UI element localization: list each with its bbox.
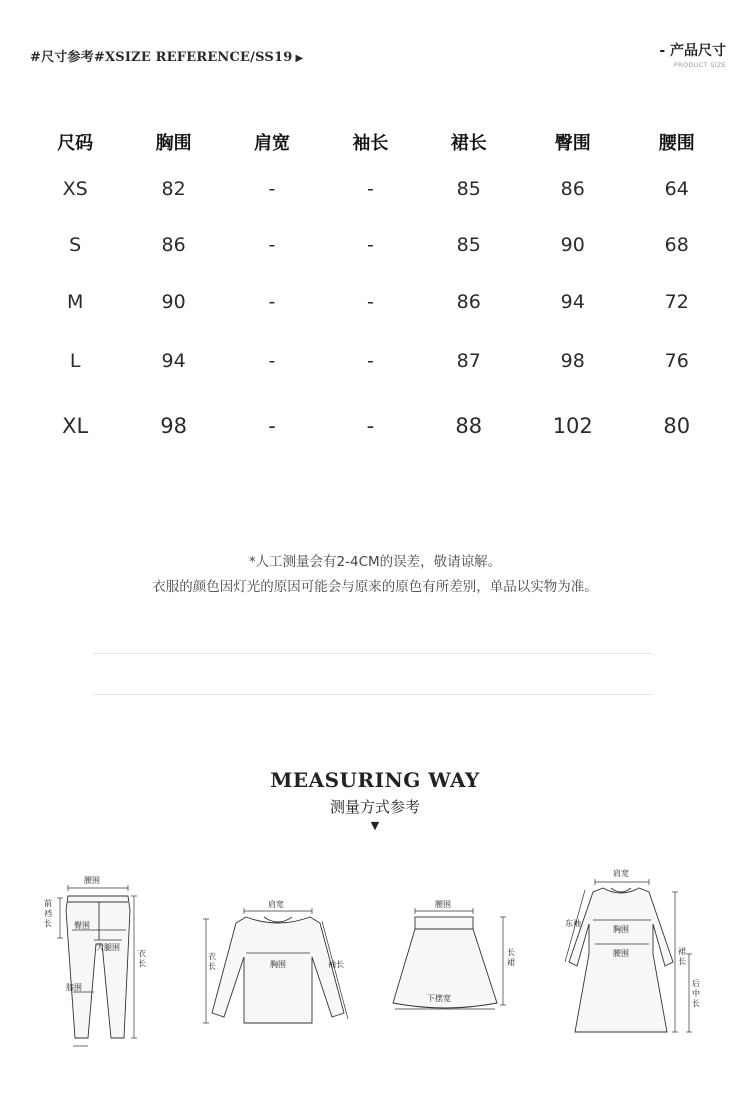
table-cell: - <box>366 291 374 313</box>
top-length-label-2: 长 <box>208 962 216 971</box>
table-cell: 88 <box>455 414 483 438</box>
hem-label: 下摆宽 <box>427 994 451 1003</box>
table-cell: 64 <box>664 178 689 200</box>
front-rise-label-1: 前 <box>44 899 52 908</box>
top-length-label-1: 衣 <box>208 952 216 961</box>
table-cell: 68 <box>664 234 689 256</box>
column-header: 臀围 <box>554 133 591 154</box>
table-cell: 87 <box>456 350 481 372</box>
front-rise-label-3: 长 <box>44 919 52 928</box>
table-cell: 85 <box>456 178 481 200</box>
table-cell: 98 <box>560 350 585 372</box>
thigh-label: 大腿围 <box>96 943 120 952</box>
table-cell: 76 <box>664 350 689 372</box>
measuring-way-title: MEASURING WAY <box>270 768 480 792</box>
table-header-row <box>26 120 726 164</box>
table-cell: 90 <box>161 291 186 313</box>
table-cell: - <box>268 350 276 372</box>
table-row <box>26 394 726 458</box>
back-length-label-3: 长 <box>692 999 700 1008</box>
column-header: 肩宽 <box>253 133 290 154</box>
table-cell: 86 <box>161 234 186 256</box>
skirt-measurement-diagram <box>385 895 525 1025</box>
size-reference-text: #尺寸参考#ⅩSIZE REFERENCE/SS19 <box>30 50 293 65</box>
table-cell: 90 <box>560 234 585 256</box>
hip-label: 臀围 <box>74 921 90 930</box>
back-length-label-2: 中 <box>692 989 700 998</box>
product-size-title: - 产品尺寸 <box>659 43 726 59</box>
table-row <box>26 328 726 394</box>
front-rise-label-2: 裆 <box>44 909 52 918</box>
skirt-length-label-1: 长 <box>507 948 515 957</box>
size-table <box>26 120 726 458</box>
table-cell: 102 <box>552 414 593 438</box>
product-size-subtitle: PRODUCT SIZE <box>673 61 726 69</box>
table-cell: XL <box>62 414 89 438</box>
table-row <box>26 164 726 214</box>
column-header: 腰围 <box>658 133 695 154</box>
table-row <box>26 214 726 276</box>
top-measurement-diagram <box>198 895 358 1035</box>
column-header: 尺码 <box>57 133 94 154</box>
table-cell: M <box>66 291 84 313</box>
dress-sleeve-label: 东袖 <box>565 919 581 928</box>
table-cell: - <box>366 234 374 256</box>
column-header: 袖长 <box>352 133 389 154</box>
table-cell: 98 <box>160 414 187 438</box>
triangle-down-icon: ▼ <box>370 819 380 832</box>
chest-label: 胸围 <box>270 960 286 969</box>
table-cell: 72 <box>664 291 689 313</box>
table-cell: 85 <box>456 234 481 256</box>
length-label-2: 长 <box>138 959 146 968</box>
dress-skirt-label-1: 裙 <box>678 947 686 956</box>
measuring-way-subtitle: 测量方式参考 <box>329 798 420 816</box>
length-label-1: 衣 <box>138 949 146 958</box>
dress-skirt-label-2: 长 <box>678 957 686 966</box>
table-cell: 80 <box>663 414 691 438</box>
table-cell: - <box>268 291 276 313</box>
table-cell: 94 <box>161 350 186 372</box>
top-illustration <box>198 895 358 1035</box>
table-cell: - <box>366 350 374 372</box>
dress-chest-label: 胸围 <box>613 925 629 934</box>
dress-measurement-diagram <box>555 862 705 1042</box>
table-cell: 86 <box>560 178 585 200</box>
column-header: 裙长 <box>450 133 487 154</box>
table-cell: - <box>366 178 374 200</box>
skirt-length-label-2: 裙 <box>507 958 515 967</box>
table-cell: 82 <box>161 178 186 200</box>
table-row <box>26 276 726 328</box>
waist-label: 腰围 <box>84 876 100 885</box>
column-header: 胸围 <box>155 133 192 154</box>
pants-measurement-diagram <box>38 870 148 1052</box>
table-cell: XS <box>62 178 88 200</box>
table-cell: - <box>268 178 276 200</box>
table-cell: - <box>268 234 276 256</box>
dress-illustration <box>555 862 705 1042</box>
dress-waist-label: 腰围 <box>613 949 629 958</box>
divider <box>94 694 652 695</box>
skirt-waist-label: 腰围 <box>435 900 451 909</box>
play-arrow-icon: ▶ <box>295 53 304 64</box>
back-length-label-1: 后 <box>692 979 700 988</box>
dress-shoulder-label: 肩宽 <box>613 869 629 878</box>
knee-label: 膝围 <box>66 983 82 992</box>
measurement-error-note: *人工测量会有2-4CM的误差，敬请谅解。 <box>248 554 502 570</box>
color-difference-note: 衣服的颜色因灯光的原因可能会与原来的原色有所差别，单品以实物为准。 <box>152 579 598 595</box>
skirt-illustration <box>385 895 525 1025</box>
shoulder-label: 肩宽 <box>268 900 284 909</box>
divider <box>94 653 652 654</box>
table-cell: L <box>69 350 81 372</box>
size-reference-heading <box>30 46 303 65</box>
product-size-heading <box>659 40 726 69</box>
pants-illustration <box>38 870 148 1052</box>
table-cell: - <box>366 414 375 438</box>
table-cell: 86 <box>456 291 481 313</box>
table-cell: 94 <box>560 291 585 313</box>
sleeve-label: 袖长 <box>328 960 344 969</box>
size-notes <box>0 550 750 600</box>
table-cell: - <box>268 414 276 438</box>
table-cell: S <box>69 234 82 256</box>
